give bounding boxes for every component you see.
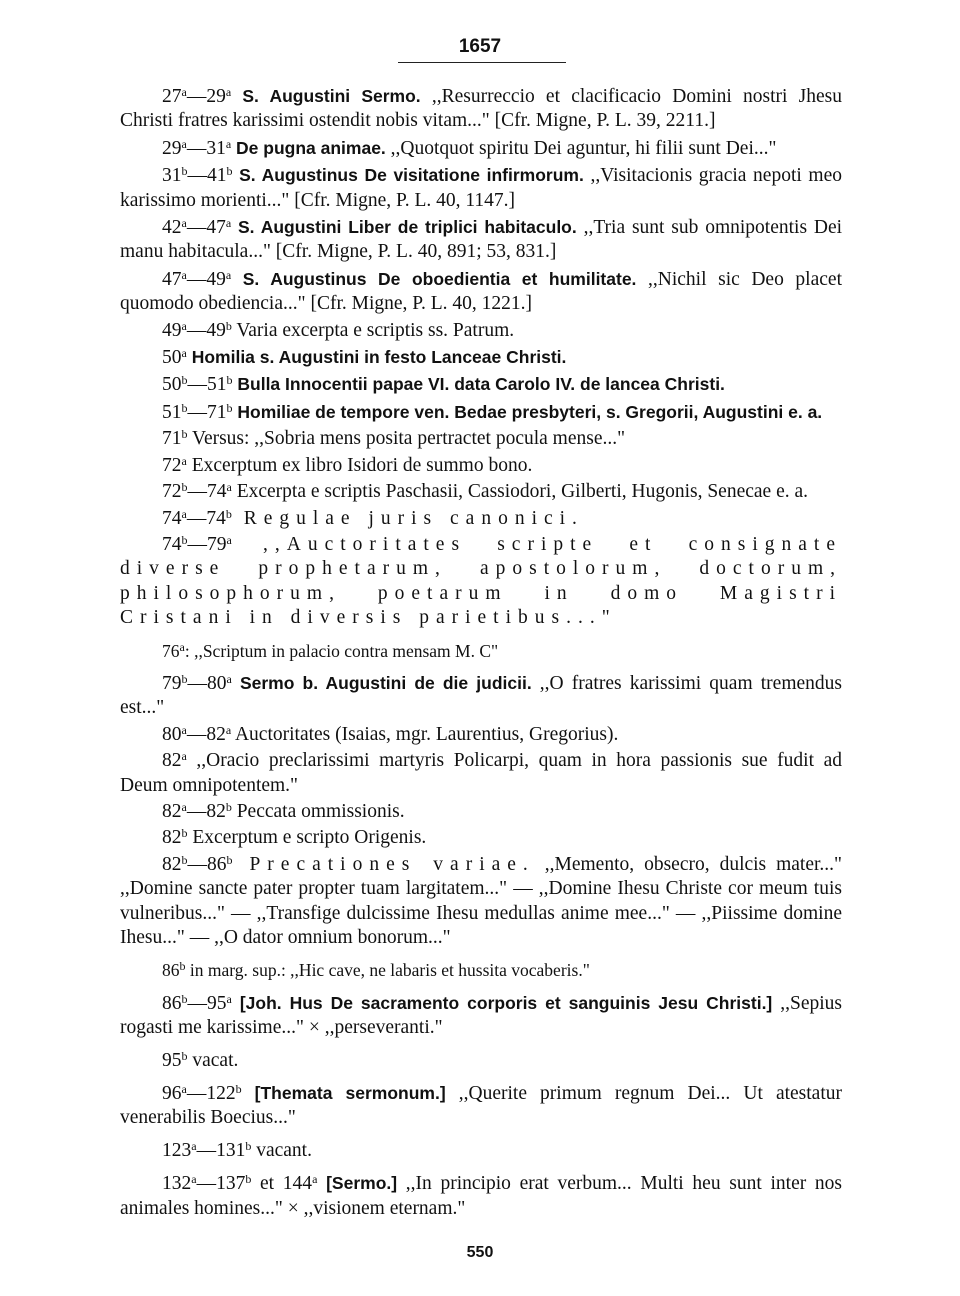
folio-side: b	[181, 400, 188, 415]
folio-side: b	[226, 164, 233, 179]
entry-title: Bulla Innocentii papae VI. data Carolo IV. de lancea Christi.	[237, 374, 725, 395]
entry-spaced-title: ,,Auctoritates scripte et consignate diverse prophetarum, apostolorum, doctorum, philosophorum, poetarum in domo Magistri Cristani in diversis parietibus..."	[120, 533, 842, 629]
catalog-entry	[120, 958, 842, 982]
folio-side: a	[181, 216, 187, 231]
folio-side: a	[181, 318, 187, 333]
catalog-entry	[120, 267, 842, 317]
entry-text: Peccata ommissionis.	[231, 800, 405, 822]
folio-reference: 86$^b$—95$^a$	[162, 991, 232, 1014]
folio-side: a	[179, 639, 185, 654]
catalog-entry	[120, 749, 842, 798]
entry-text: ,,O fratres karissimi quam tremendus est..."	[120, 672, 842, 719]
folio-reference: 47$^a$—49$^a$	[162, 267, 232, 290]
folio-reference: 27$^a$—29$^a$	[162, 85, 232, 107]
catalog-entry	[120, 1139, 842, 1163]
entry-text: ,,Resurreccio et clacificacio Domini nostri Jhesu Christi fratres karissimi ostendit nobis vitam..." [Cfr. Migne, P. L. 39, 2211.]	[120, 86, 843, 132]
folio-side: a	[181, 346, 187, 361]
folio-side: b	[181, 991, 188, 1006]
folio-side: a	[226, 480, 232, 495]
catalog-entry	[120, 136, 842, 161]
folio-reference: 82$^b$	[162, 826, 188, 849]
folio-side: b	[181, 852, 188, 867]
folio-side: b	[226, 852, 233, 867]
entry-text: Excerptum e scripto Origenis.	[187, 827, 427, 849]
folio-side: a	[181, 799, 187, 814]
folio-side: a	[225, 722, 232, 737]
folio-side: b	[225, 318, 232, 333]
entry-title: [Joh. Hus De sacramento corporis et sanguinis Jesu Christi.]	[239, 992, 773, 1013]
entry-text: ,,Quotquot spiritu Dei aguntur, hi filii sunt Dei..."	[385, 137, 777, 159]
entry-title: S. Augustinus De visitatione infirmorum.	[239, 165, 584, 186]
folio-reference: 72$^b$—74$^a$	[162, 480, 232, 503]
catalog-entry	[120, 400, 842, 425]
folio-side: b	[181, 826, 188, 841]
folio-reference: 76$^a$:	[162, 639, 190, 661]
folio-side: a	[181, 453, 187, 468]
folio-reference: 95$^b$	[162, 1048, 188, 1071]
entry-title: Sermo b. Augustini de die judicii.	[239, 672, 532, 693]
folio-side: b	[181, 164, 188, 179]
entry-text: Auctoritates (Isaias, mgr. Laurentius, Gregorius).	[231, 723, 619, 745]
folio-side: a	[225, 267, 232, 282]
folio-side: b	[226, 373, 233, 388]
folio-side: b	[181, 671, 188, 686]
catalog-entry	[120, 345, 842, 370]
catalog-entry	[120, 215, 842, 265]
catalog-entry	[120, 639, 842, 663]
folio-reference: 50$^a$	[162, 346, 187, 369]
folio-side: a	[181, 267, 187, 282]
folio-side: b	[235, 1082, 242, 1097]
folio-side: b	[181, 480, 188, 495]
folio-reference: 31$^b$—41$^b$	[162, 164, 233, 187]
entry-text: ,,In principio erat verbum... Multi heu sunt inter nos animales homines..." × ,,visionem eternam."	[120, 1173, 843, 1219]
catalog-entry	[120, 826, 842, 850]
page-number-bottom: 550	[466, 1244, 494, 1261]
catalog-entry	[120, 533, 842, 631]
catalog-entry	[120, 319, 842, 343]
folio-side: b	[226, 400, 233, 415]
folio-reference: 79$^b$—80$^a$	[162, 671, 232, 694]
folio-side: a	[191, 1138, 197, 1153]
catalog-entry	[120, 427, 842, 451]
entry-text: Excerptum ex libro Isidori de summo bono.	[186, 454, 533, 476]
entry-spaced-title: Regulae juris canonici.	[231, 507, 584, 529]
catalog-entries	[120, 84, 842, 1223]
catalog-entry	[120, 1049, 842, 1073]
entry-text: ,,Visitacionis gracia nepoti meo karissimo morienti..." [Cfr. Migne, P. L. 40, 1147.]	[120, 165, 842, 211]
entry-title: Homiliae de tempore ven. Bedae presbyteri, s. Gregorii, Augustini e. a.	[237, 401, 823, 422]
folio-reference: 82$^a$—82$^b$	[162, 799, 232, 822]
folio-side: a	[226, 991, 232, 1006]
folio-side: b	[245, 1172, 252, 1187]
catalog-entry	[120, 723, 842, 747]
entry-title: [Themata sermonum.]	[254, 1083, 446, 1104]
folio-reference: 72$^a$	[162, 453, 187, 476]
page-number-top: 1657	[458, 36, 502, 57]
folio-extra: et 144	[251, 1173, 313, 1195]
catalog-entry	[120, 163, 842, 213]
entry-text: ,,Memento, obsecro, dulcis mater..." ,,Domine sancte pater propter tuam largitatem..." — ,,Domine Ihesu Christe cor meum tuis vulneribus..." — ,,Transfige dulcissime Ihesu medullas anime mee..." — ,,Piissime domine Ihesu..." — ,,O dator omnium bonorum..."	[120, 853, 842, 948]
entry-title: S. Augustini Sermo.	[242, 86, 421, 106]
entry-text: vacant.	[251, 1139, 312, 1161]
folio-side: a	[181, 722, 187, 737]
folio-reference: 50$^b$—51$^b$	[162, 373, 233, 396]
folio-reference: 80$^a$—82$^a$	[162, 722, 232, 745]
entry-title: S. Augustinus De oboedientia et humilitate.	[242, 268, 637, 289]
folio-side: a	[225, 85, 232, 99]
entry-text: ,,Tria sunt sub omnipotentis Dei manu habitacula..." [Cfr. Migne, P. L. 40, 891; 53, 831.]	[120, 217, 843, 263]
folio-side: a	[226, 532, 232, 547]
entry-text: ,,Scriptum in palacio contra mensam M. C"	[189, 640, 499, 661]
folio-reference: 82$^b$—86$^b$	[162, 852, 233, 875]
catalog-entry	[120, 454, 842, 478]
folio-side: a	[191, 1172, 197, 1187]
catalog-entry	[120, 853, 842, 951]
entry-text: ,,Nichil sic Deo placet quomodo obediencia..." [Cfr. Migne, P. L. 40, 1221.]	[120, 268, 842, 315]
folio-side: a	[181, 749, 187, 764]
entry-title: Homilia s. Augustini in festo Lanceae Christi.	[191, 347, 567, 368]
entry-text: vacat.	[187, 1049, 239, 1071]
catalog-entry	[120, 480, 842, 504]
folio-side: b	[181, 1048, 188, 1063]
folio-reference: 51$^b$—71$^b$	[162, 400, 233, 423]
folio-reference: 71$^b$	[162, 427, 188, 450]
folio-side: b	[181, 532, 188, 547]
entry-spaced-title: Precationes variae.	[232, 853, 535, 875]
folio-side: b	[179, 959, 186, 974]
folio-side: b	[225, 799, 232, 814]
entry-text: Varia excerpta e scriptis ss. Patrum.	[231, 319, 515, 341]
folio-side: b	[181, 373, 188, 388]
catalog-entry	[120, 991, 842, 1041]
folio-reference: 74$^b$—79$^a$	[162, 532, 232, 555]
catalog-entry	[120, 1081, 842, 1131]
folio-reference: 86$^b$	[162, 959, 186, 981]
entry-title: [Sermo.]	[326, 1173, 398, 1194]
catalog-entry	[120, 1171, 842, 1221]
catalog-entry	[120, 84, 842, 134]
folio-side: a	[225, 136, 232, 151]
catalog-entry	[120, 800, 842, 824]
folio-side: a	[181, 506, 187, 521]
entry-text: ,,Querite primum regnum Dei... Ut atestatur venerabilis Boecius..."	[120, 1083, 842, 1129]
folio-reference: 132$^a$—137$^b$	[162, 1172, 252, 1195]
folio-side: b	[245, 1138, 252, 1153]
entry-text: Excerpta e scriptis Paschasii, Cassiodori, Gilberti, Hugonis, Senecae e. a.	[231, 481, 809, 503]
catalog-entry	[120, 671, 842, 721]
folio-reference: 82$^a$	[162, 749, 187, 772]
folio-reference: 123$^a$—131$^b$	[162, 1138, 252, 1161]
catalog-entry	[120, 507, 842, 531]
entry-text: Versus: ,,Sobria mens posita pertractet pocula mense..."	[187, 428, 626, 450]
folio-side: a	[181, 136, 187, 151]
entry-text: in marg. sup.: ,,Hic cave, ne labaris et hussita vocaberis."	[185, 960, 590, 981]
header-rule	[398, 62, 566, 63]
folio-side: a	[181, 85, 187, 99]
entry-title: S. Augustini Liber de triplici habitaculo.	[238, 217, 577, 238]
entry-text: ,,Oracio preclarissimi martyris Policarpi, quam in hora passionis sue fudit ad Deum omnipotentem."	[120, 750, 842, 796]
folio-side: a	[312, 1172, 318, 1187]
folio-side: b	[181, 427, 188, 442]
folio-reference: 42$^a$—47$^a$	[162, 216, 232, 239]
folio-reference: 74$^a$—74$^b$	[162, 506, 232, 529]
folio-reference: 96$^a$—122$^b$	[162, 1082, 242, 1105]
entry-title: De pugna animae.	[236, 137, 386, 158]
folio-side: a	[181, 1082, 187, 1097]
folio-reference: 49$^a$—49$^b$	[162, 318, 232, 341]
folio-reference: 29$^a$—31$^a$	[162, 136, 232, 159]
catalog-entry	[120, 372, 842, 397]
folio-side: b	[225, 506, 232, 521]
entry-text: ,,Sepius rogasti me karissime..." × ,,perseveranti."	[120, 992, 842, 1039]
folio-side: a	[225, 216, 232, 231]
folio-side: a	[226, 671, 232, 686]
